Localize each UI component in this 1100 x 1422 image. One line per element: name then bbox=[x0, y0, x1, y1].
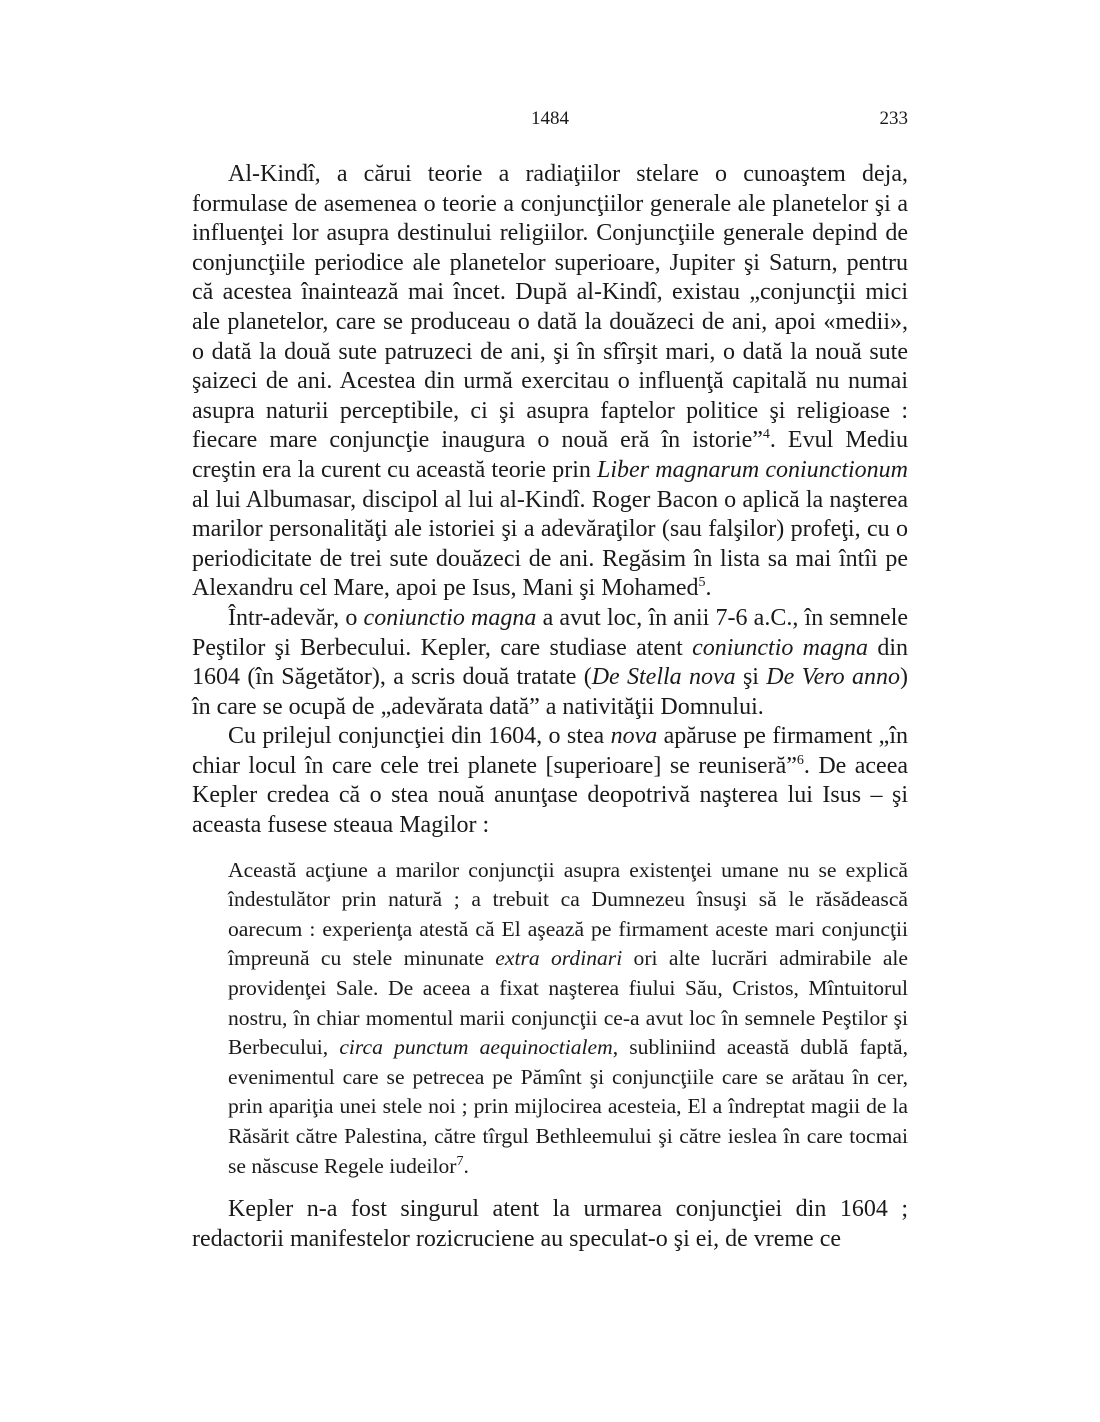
italic-phrase: extra ordinari bbox=[495, 946, 623, 971]
italic-phrase: coniunctio magna bbox=[692, 634, 869, 661]
footnote-marker[interactable]: 5 bbox=[698, 575, 706, 591]
italic-phrase: Liber magnarum coniunctionum bbox=[597, 456, 908, 483]
paragraph: Cu prilejul conjuncţiei din 1604, o stea nova apăruse pe firmament „în chiar locul în care cele trei planete [superioare] se reuniseră”$^6$. De aceea Kepler credea că o stea nouă anunţase deopotrivă naşterea lui Isus – şi aceasta fusese steaua Magilor : bbox=[192, 723, 909, 839]
paragraph: Într-adevăr, o coniunctio magna a avut loc, în anii 7-6 a.C., în semnele Peştilor şi Berbecului. Kepler, care studiase atent coniunctio magna din 1604 (în Săgetător), a scris două tratate (De Stella nova şi De Vero anno) în care se ocupă de „adevărata dată” a nativităţii Domnului. bbox=[192, 604, 909, 720]
italic-phrase: De Stella nova bbox=[591, 664, 736, 691]
quote-text: Această acţiune a marilor conjuncţii asupra existenţei umane nu se explică îndestulător prin natură ; a trebuit ca Dumnezeu însuşi să le răsădească oarecum : experienţa atestă că El aşează pe firmament aceste mari conjuncţii împreună cu stele minunate extra ordinari ori alte lucrări admirabile ale providenţei Sale. De aceea a fixat naşterea fiului Său, Cristos, Mîntuitorul nostru, în chiar momentul marii conjuncţii ce-a avut loc în semnele Peştilor şi Berbecului, circa punctum aequinoctialem, subliniind această dublă faptă, evenimentul care se petrecea pe Pămînt şi conjuncţiile care se arătau în cer, prin apariţia unei stele noi ; prin mijlocirea acesteia, El a îndreptat magii de la Răsărit către Palestina, către tîrgul Bethleemului şi către ieslea în care tocmai se născuse Regele iudeilor$^7$. bbox=[228, 857, 908, 1178]
paragraph: Al-Kindî, a cărui teorie a radiaţiilor stelare o cunoaştem deja, formulase de asemenea o teorie a conjuncţiilor generale ale planetelor şi a influenţei lor asupra destinului religiilor. Conjuncţiile generale depind de conjuncţiile periodice ale planetelor superioare, Jupiter şi Saturn, pentru că acestea înaintează mai încet. După al-Kindî, existau „conjuncţii mici ale planetelor, care se produceau o dată la douăzeci de ani, apoi «medii», o dată la două sute patruzeci de ani, şi în sfîrşit mari, o dată la nouă sute şaizeci de ani. Acestea din urmă exercitau o influenţă capitală nu numai asupra naturii perceptibile, ci şi asupra faptelor politice şi religioase : fiecare mare conjuncţie inaugura o nouă eră în istorie”$^4$. Evul Mediu creştin era la curent cu această teorie prin Liber magnarum coniunctionum al lui Albumasar, discipol al lui al-Kindî. Roger Bacon o aplică la naşterea marilor personalităţi ale istoriei şi a adevăraţilor (sau falşilor) profeţi, cu o periodicitate de trei sute douăzeci de ani. Regăsim în lista sa mai întîi pe Alexandru cel Mare, apoi pe Isus, Mani şi Mohamed$^5$. bbox=[192, 161, 908, 602]
running-header bbox=[192, 108, 908, 136]
italic-phrase: coniunctio magna bbox=[363, 604, 537, 631]
italic-phrase: nova bbox=[610, 723, 658, 750]
italic-phrase: De Vero anno bbox=[766, 664, 900, 691]
footnote-marker[interactable]: 7 bbox=[456, 1153, 464, 1169]
footnote-marker[interactable]: 4 bbox=[762, 427, 770, 443]
italic-phrase: circa punctum aequinoctialem bbox=[339, 1035, 613, 1060]
footnote-marker[interactable]: 6 bbox=[796, 752, 804, 768]
block-quote bbox=[228, 856, 908, 1182]
page-body bbox=[192, 160, 908, 1254]
running-title: 1484 bbox=[531, 108, 569, 129]
paragraph: Kepler n-a fost singurul atent la urmarea conjuncţiei din 1604 ; redactorii manifestelor rozicruciene au speculat-o şi ei, de vreme ce bbox=[192, 1196, 908, 1252]
page-number: 233 bbox=[879, 108, 908, 129]
